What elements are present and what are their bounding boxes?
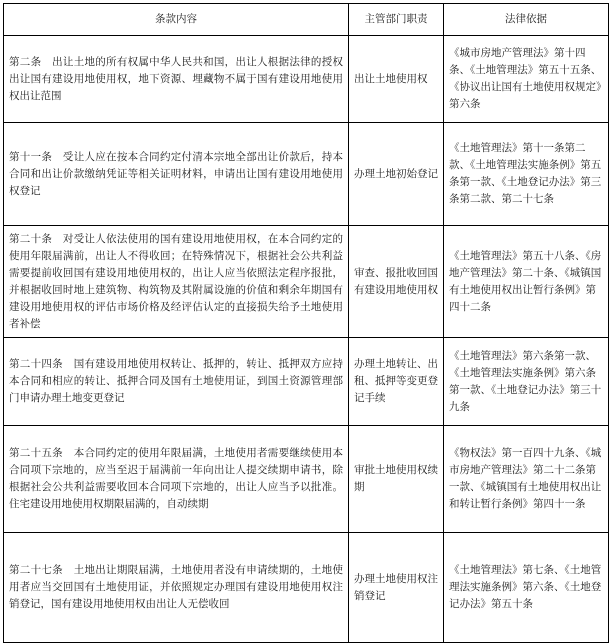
duty-cell: 办理土地初始登记: [349, 123, 444, 226]
table-row: [4, 426, 609, 533]
clause-cell: 第二十条 对受让人依法使用的国有建设用地使用权，在本合同约定的使用年限届满前，出让人不得收回；在特殊情况下，根据社会公共利益需要提前收回国有建设用地使用权的，出让人应当依照法定程序报批，并根据收回时地上建筑物、构筑物及其附属设施的价值和剩余年期国有建设用地使用权的评估市场价格及经评估认定的直接损失给予土地使用者补偿: [4, 226, 349, 338]
duty-cell: 办理土地使用权注销登记: [349, 533, 444, 643]
clause-cell: 第二十七条 土地出让期限届满，土地使用者没有申请续期的，土地使用者应当交回国有土地使用证，并依照规定办理国有建设用地使用权注销登记，国有建设用地使用权由出让人无偿收回: [4, 533, 349, 643]
law-cell: 《土地管理法》第六条第一款、《土地管理法实施条例》第六条第一款、《土地登记办法》第三十九条: [444, 338, 609, 426]
duty-cell: 办理土地转让、出租、抵押等变更登记手续: [349, 338, 444, 426]
law-cell: 《城市房地产管理法》第十四条、《土地管理法》第五十五条、《协议出让国有土地使用权规定》第六条: [444, 36, 609, 123]
header-law: 法律依据: [444, 4, 609, 36]
legal-provisions-table: [3, 3, 609, 643]
duty-cell: 审批土地使用权续期: [349, 426, 444, 533]
table-row: [4, 533, 609, 643]
header-row: [4, 4, 609, 36]
header-clause: 条款内容: [4, 4, 349, 36]
law-cell: 《物权法》第一百四十九条、《城市房地产管理法》第二十二条第一款、《城镇国有土地使用权出让和转让暂行条例》第四十一条: [444, 426, 609, 533]
law-cell: 《土地管理法》第十一条第二款、《土地管理法实施条例》第五条第一款、《土地登记办法》第三条第二款、第二十七条: [444, 123, 609, 226]
clause-cell: 第二条 出让土地的所有权属中华人民共和国，出让人根据法律的授权出让国有建设用地使用权，地下资源、埋藏物不属于国有建设用地使用权出让范围: [4, 36, 349, 123]
law-cell: 《土地管理法》第五十八条、《房地产管理法》第二十条、《城镇国有土地使用权出让暂行条例》第四十二条: [444, 226, 609, 338]
clause-cell: 第二十四条 国有建设用地使用权转让、抵押的，转让、抵押双方应持本合同和相应的转让、抵押合同及国有土地使用证，到国土资源管理部门申请办理土地变更登记: [4, 338, 349, 426]
header-duty: 主管部门职责: [349, 4, 444, 36]
table-row: [4, 123, 609, 226]
table-row: [4, 226, 609, 338]
table-row: [4, 36, 609, 123]
duty-cell: 出让土地使用权: [349, 36, 444, 123]
clause-cell: 第十一条 受让人应在按本合同约定付清本宗地全部出让价款后，持本合同和出让价款缴纳凭证等相关证明材料，申请出让国有建设用地使用权登记: [4, 123, 349, 226]
law-cell: 《土地管理法》第七条、《土地管理法实施条例》第六条、《土地登记办法》第五十条: [444, 533, 609, 643]
duty-cell: 审查、报批收回国有建设用地使用权: [349, 226, 444, 338]
clause-cell: 第二十五条 本合同约定的使用年限届满，土地使用者需要继续使用本合同项下宗地的，应当至迟于届满前一年向出让人提交续期申请书，除根据社会公共利益需要收回本合同项下宗地的，出让人应当予以批准。住宅建设用地使用权期限届满的，自动续期: [4, 426, 349, 533]
table-row: [4, 338, 609, 426]
